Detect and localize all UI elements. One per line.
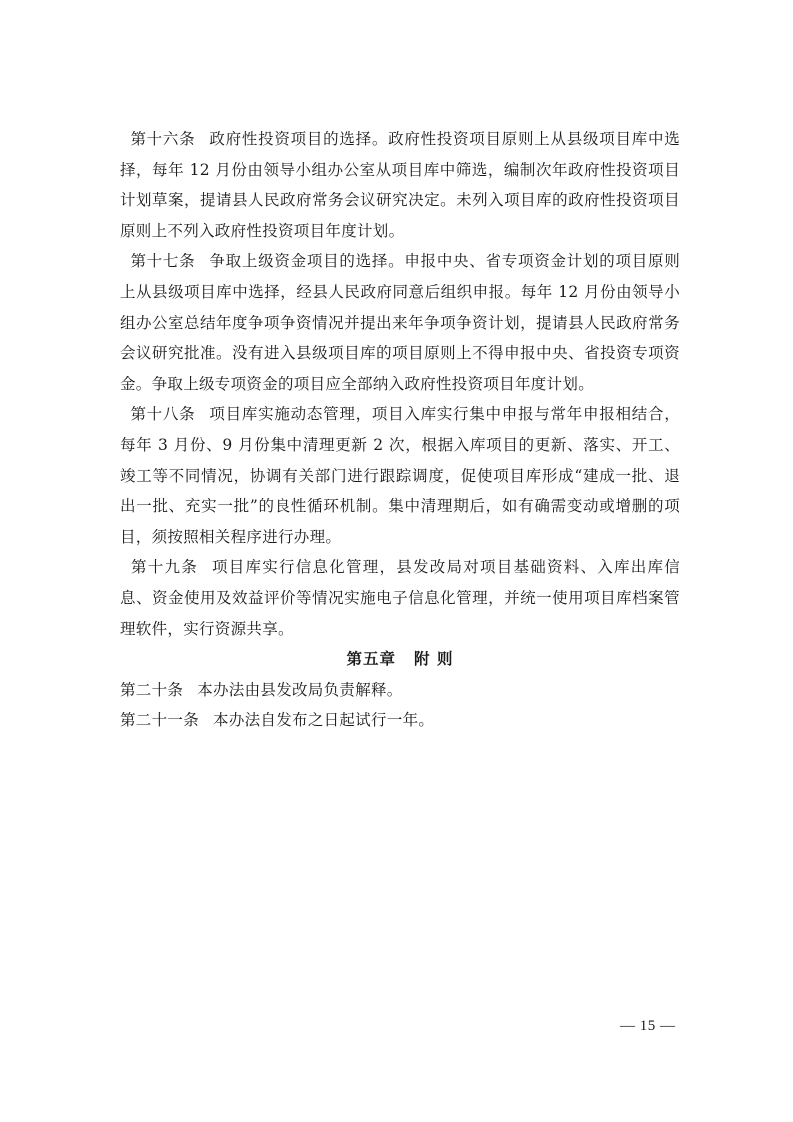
- article-16: [120, 124, 680, 246]
- document-body: [120, 124, 680, 736]
- article-text: 项目库实行信息化管理，县发改局对项目基础资料、入库出库信息、资金使用及效益评价等情况实施电子信息化管理，并统一使用项目库档案管理软件，实行资源共享。: [120, 558, 680, 638]
- chapter-title: 附 则: [414, 650, 454, 669]
- chapter-number: 第五章: [346, 650, 397, 669]
- article-label: 第十六条: [130, 130, 196, 148]
- article-text: 本办法自发布之日起试行一年。: [213, 711, 435, 730]
- article-text: 项目库实施动态管理，项目入库实行集中申报与常年申报相结合，每年 3 月份、9 月份集中清理更新 2 次，根据入库项目的更新、落实、开工、竣工等不同情况，协调有关部门进行跟踪调度，促使项目库形成“建成一批、退出一批、充实一批”的良性循环机制。集中清理期后，如有确需变动或增删的项目，须按照相关程序进行办理。: [120, 405, 681, 546]
- article-text: 争取上级资金项目的选择。申报中央、省专项资金计划的项目原则上从县级项目库中选择，经县人民政府同意后组织申报。每年 12 月份由领导小组办公室总结年度争项争资情况并提出来年争项争资计划，提请县人民政府常务会议研究批准。没有进入县级项目库的项目原则上不得申报中央、省投资专项资金。争取上级专项资金的项目应全部纳入政府性投资项目年度计划。: [120, 252, 681, 393]
- article-20: [120, 675, 680, 706]
- article-17: [120, 246, 680, 399]
- article-19: [120, 552, 680, 644]
- article-text: 本办法由县发改局负责解释。: [197, 680, 403, 699]
- chapter-heading: [120, 644, 680, 675]
- article-label: 第十七条: [130, 252, 196, 271]
- article-18: [120, 399, 680, 552]
- article-label: 第十九条: [130, 558, 198, 577]
- article-21: [120, 705, 680, 736]
- article-label: 第二十条: [120, 680, 184, 699]
- article-label: 第十八条: [130, 405, 196, 424]
- article-label: 第二十一条: [120, 711, 200, 730]
- article-text: 政府性投资项目的选择。政府性投资项目原则上从县级项目库中选择，每年 12 月份由领导小组办公室从项目库中筛选，编制次年政府性投资项目计划草案，提请县人民政府常务会议研究决定。未列入项目库的政府性投资项目原则上不列入政府性投资项目年度计划。: [120, 130, 681, 240]
- page-number: — 15 —: [620, 1018, 676, 1034]
